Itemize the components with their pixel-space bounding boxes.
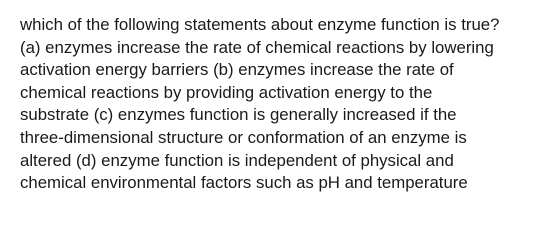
question-line: chemical environmental factors such as pH and temperature xyxy=(20,173,468,193)
question-text xyxy=(20,14,552,195)
question-line: activation energy barriers (b) enzymes increase the rate of xyxy=(20,60,454,80)
question-line: chemical reactions by providing activation energy to the xyxy=(20,82,433,102)
question-line: which of the following statements about enzyme function is true? xyxy=(20,15,500,34)
question-line: altered (d) enzyme function is independent of physical and xyxy=(20,150,454,170)
question-line: (a) enzymes increase the rate of chemical reactions by lowering xyxy=(20,37,494,57)
question-line: substrate (c) enzymes function is generally increased if the xyxy=(20,105,457,125)
question-line: three-dimensional structure or conformation of an enzyme is xyxy=(20,127,467,147)
